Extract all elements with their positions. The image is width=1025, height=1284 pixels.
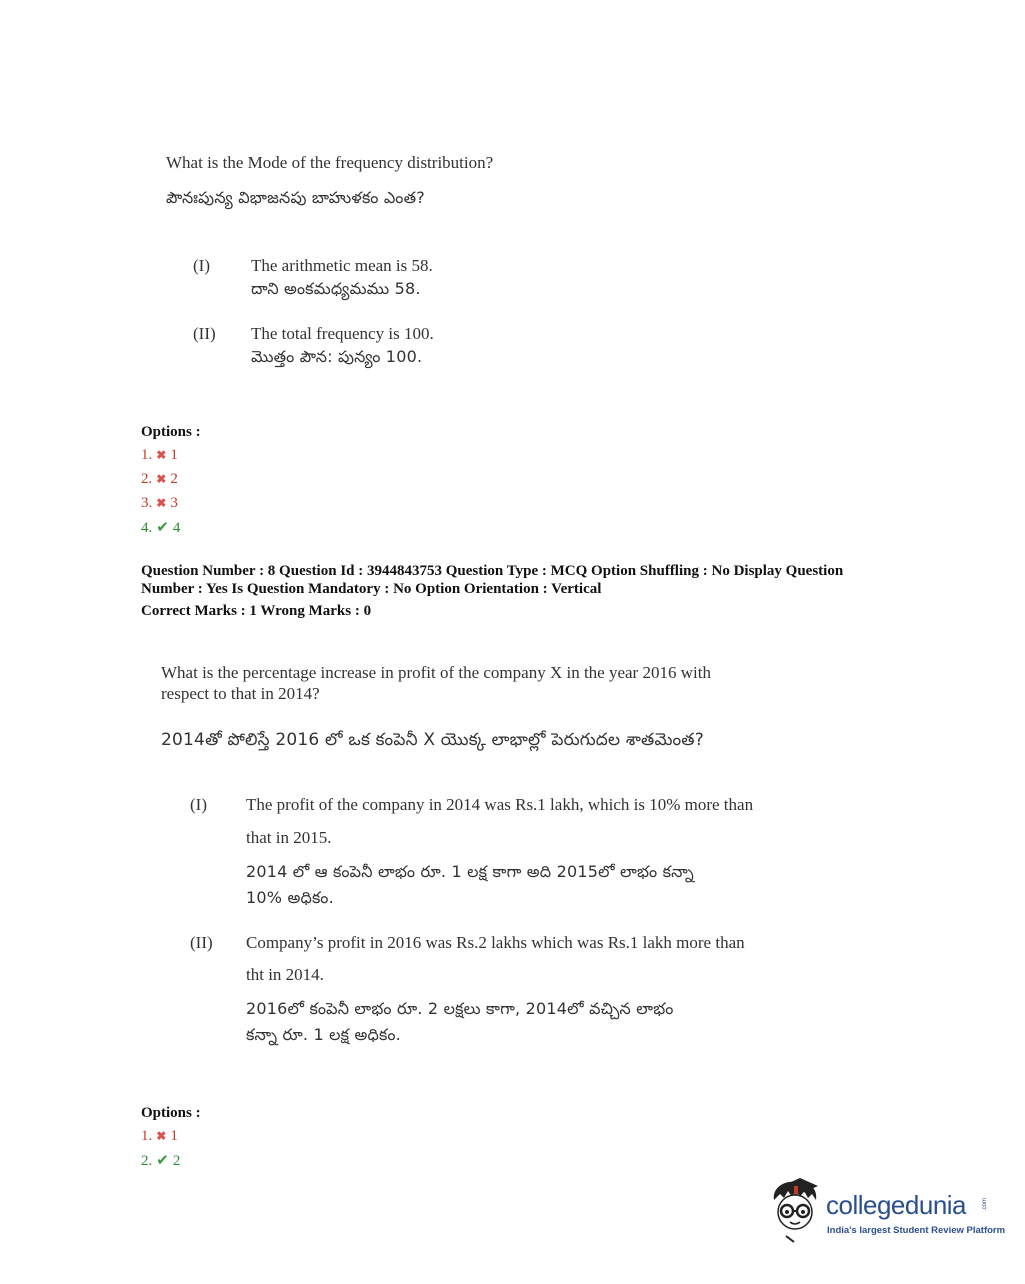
cross-icon: ✖ <box>156 496 167 510</box>
question-8-text-en-1: What is the percentage increase in profit of the company X in the year 2016 with <box>161 663 711 682</box>
collegedunia-logo <box>766 1176 1006 1246</box>
option-number: 1. <box>141 1128 153 1144</box>
option-number: 4. <box>141 520 153 536</box>
q7-statement-1-te: దాని అంకమధ్యమము 58. <box>251 279 421 298</box>
q7-statement-1-number: (I) <box>193 256 210 275</box>
cross-icon: ✖ <box>156 472 167 486</box>
q7-option-3 <box>141 495 178 512</box>
q8-meta-line-1: Question Number : 8 Question Id : 3944843753 Question Type : MCQ Option Shuffling : No Display Question <box>141 563 844 579</box>
option-number: 2. <box>141 1153 153 1169</box>
q8-meta-line-2: Number : Yes Is Question Mandatory : No Option Orientation : Vertical <box>141 581 602 597</box>
q8-statement-1-te-1: 2014 లో ఆ కంపెనీ లాభం రూ. 1 లక్ష కాగా అది 2015లో లాభం కన్నా <box>246 862 694 881</box>
q7-statement-2-number: (II) <box>193 324 216 343</box>
q8-option-1 <box>141 1128 178 1145</box>
option-number: 1. <box>141 447 153 463</box>
logo-name: collegedunia <box>826 1190 967 1220</box>
question-8-text-en-2: respect to that in 2014? <box>161 684 320 703</box>
q7-statement-2-te: మొత్తం పౌన: పున్యం 100. <box>251 347 423 366</box>
q7-statement-1-en: The arithmetic mean is 58. <box>251 256 433 275</box>
q8-statement-2-en-2: tht in 2014. <box>246 965 324 984</box>
q8-statement-1-number: (I) <box>190 795 207 814</box>
q8-statement-1-en-1: The profit of the company in 2014 was Rs.1 lakh, which is 10% more than <box>246 795 754 814</box>
option-value: 1 <box>170 1128 178 1144</box>
logo-tagline: India's largest Student Review Platform <box>827 1225 1006 1236</box>
q8-option-2 <box>141 1151 180 1170</box>
q8-statement-2-en-1: Company’s profit in 2016 was Rs.2 lakhs which was Rs.1 lakh more than <box>246 933 745 952</box>
q7-statement-2-en: The total frequency is 100. <box>251 324 434 343</box>
q8-statement-2-te-1: 2016లో కంపెనీ లాభం రూ. 2 లక్షలు కాగా, 2014లో వచ్చిన లాభం <box>246 999 674 1018</box>
q7-option-1 <box>141 447 178 464</box>
logo-com: .com <box>982 1198 988 1212</box>
option-number: 3. <box>141 495 153 511</box>
cross-icon: ✖ <box>156 448 167 462</box>
option-value: 2 <box>172 1153 181 1169</box>
q7-option-4 <box>141 518 180 537</box>
q8-statement-2-number: (II) <box>190 933 213 952</box>
q8-statement-1-te-2: 10% అధికం. <box>246 888 334 907</box>
q8-statement-1-en-2: that in 2015. <box>246 828 332 847</box>
question-8-text-te: 2014తో పోలిస్తే 2016 లో ఒక కంపెనీ X యొక్క లాభాల్లో పెరుగుదల శాతమెంత? <box>161 730 704 750</box>
q7-option-2 <box>141 471 178 488</box>
option-value: 1 <box>170 447 178 463</box>
option-value: 2 <box>170 471 178 487</box>
question-7-text-te: పౌనఃపున్య విభాజనపు బాహుళకం ఎంత? <box>166 188 425 207</box>
check-icon: ✔ <box>156 1153 169 1169</box>
question-7-text-en: What is the Mode of the frequency distribution? <box>166 153 494 172</box>
check-icon: ✔ <box>156 520 169 536</box>
q8-marks-line: Correct Marks : 1 Wrong Marks : 0 <box>141 603 372 619</box>
cross-icon: ✖ <box>156 1129 167 1143</box>
q8-options-label: Options : <box>141 1105 201 1121</box>
mascot-icon <box>766 1176 826 1246</box>
option-number: 2. <box>141 471 153 487</box>
q8-statement-2-te-2: కన్నా రూ. 1 లక్ష అధికం. <box>246 1025 401 1044</box>
q7-options-label: Options : <box>141 424 201 440</box>
option-value: 3 <box>170 495 178 511</box>
option-value: 4 <box>172 520 181 536</box>
